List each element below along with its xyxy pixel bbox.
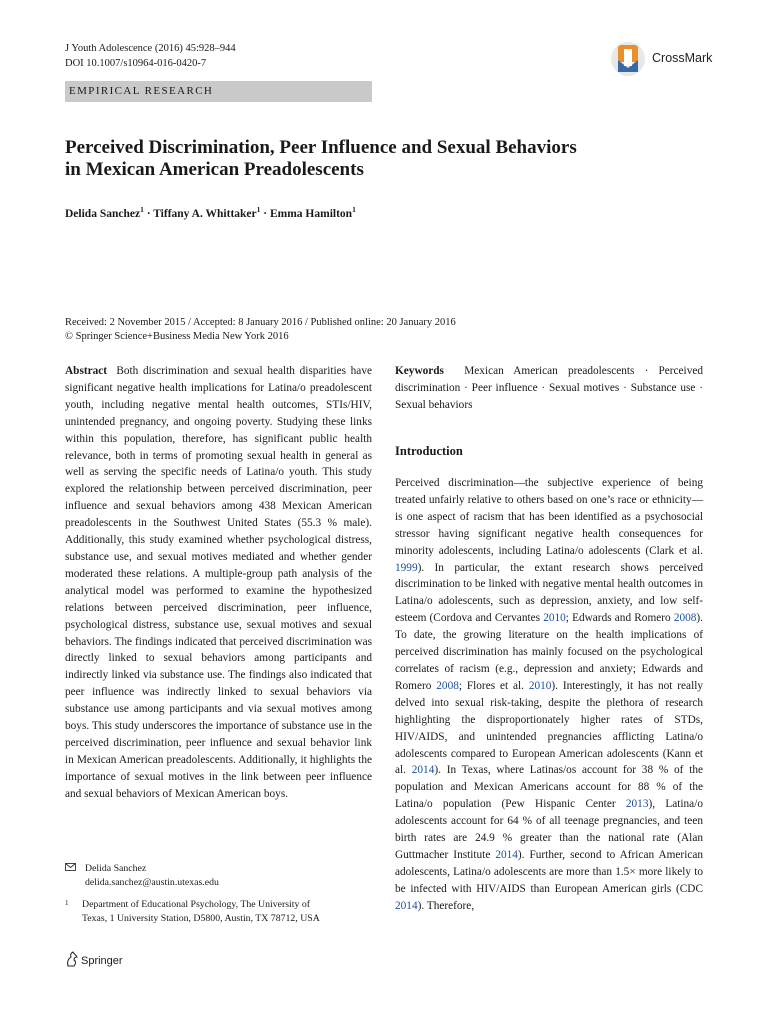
abstract-heading: Abstract	[65, 365, 108, 377]
intro-text-segment: ). Therefore,	[417, 899, 475, 912]
intro-text-segment: ), Latina/o adolescents account for 64 % of all teenage pregnancies, and teen birth rates are 24.9 % greater than the national rate (Alan Guttmacher Institute	[395, 798, 703, 861]
author-separator: ·	[143, 207, 154, 220]
publisher-logo	[65, 951, 123, 967]
citation-link[interactable]: 2008	[673, 612, 697, 625]
keywords	[395, 363, 703, 414]
author-affiliation-mark: 1	[140, 205, 144, 214]
affiliation	[65, 898, 365, 926]
journal-reference	[65, 41, 236, 71]
author-affiliation-mark: 1	[352, 205, 356, 214]
citation-link[interactable]: 2008	[436, 679, 459, 692]
citation-link[interactable]: 2010	[543, 612, 566, 625]
crossmark-icon	[610, 40, 646, 78]
introduction-heading: Introduction	[395, 444, 463, 458]
author-name[interactable]: Delida Sanchez	[65, 207, 141, 220]
author-affiliation-mark: 1	[256, 205, 261, 214]
author-separator: ·	[260, 207, 270, 220]
publisher-name: Springer	[81, 955, 123, 967]
abstract	[65, 363, 372, 803]
introduction-text	[395, 475, 703, 915]
intro-text-segment: ; Edwards and Romero	[565, 612, 674, 625]
journal-citation: J Youth Adolescence (2016) 45:928–944	[65, 43, 236, 54]
author-name[interactable]: Emma Hamilton	[269, 207, 353, 220]
intro-text-segment: ; Flores et al.	[458, 679, 529, 692]
received-accepted-published: Received: 2 November 2015 / Accepted: 8 January 2016 / Published online: 20 January 2016	[65, 317, 456, 328]
title-line-2: in Mexican American Preadolescents	[65, 159, 364, 180]
citation-link[interactable]: 2014	[411, 764, 435, 777]
author-name[interactable]: Tiffany A. Whittaker	[153, 207, 257, 220]
corresponding-author	[65, 862, 219, 890]
section-banner: EMPIRICAL RESEARCH	[65, 81, 372, 102]
crossmark-label: CrossMark	[652, 51, 713, 65]
copyright: © Springer Science+Business Media New York 2016	[65, 331, 289, 342]
abstract-text: Both discrimination and sexual health disparities have significant negative health implications for Latina/o preadolescent youth, including negative mental health outcomes, STIs/HIV, unintended pregnancy, and ongoing poverty. Studying these links within this population, therefore, has significant public health relevance, both in terms of promoting sexual health in general as well as serving the specific needs of Latina/o youth. This study explored the relationship between perceived discrimination, peer influence and sexual behaviors among 438 Mexican American preadolescents in the Southwest United States (55.3 % male). Additionally, this study examined whether psychological distress, substance use, and sexual motives mediated and whether gender moderated these relations. A multiple-group path analysis of the analytical model was performed to examine the hypothesized relations between perceived discrimination, peer influence, psychological distress, substance use, sexual motives and sexual behaviors. The findings indicated that perceived discrimination was directly linked to sexual behaviors among participants and indirectly linked via substance use. The findings also indicated that peer influence was indirectly linked to sexual behaviors via substance use among participants and via sexual motives among boys. This study underscores the importance of substance use in the perceived discrimination, peer influence and sexual behavior link in Mexican American preadolescents. Additionally, it highlights the importance of sexual motives in the link between peer influence and sexual behaviors of Mexican American boys.	[65, 365, 372, 800]
affiliation-number: 1	[65, 899, 69, 907]
citation-link[interactable]: 2010	[528, 679, 552, 692]
title-line-1: Perceived Discrimination, Peer Influence and Sexual Behaviors	[65, 137, 577, 158]
intro-text-segment: ). In particular, the extant research shows perceived discrimination to be linked with negative mental health outcomes in Latina/o adolescents, such as depression, anxiety, and low self-esteem (Cordova and Cervantes	[395, 561, 703, 625]
citation-link[interactable]: 2014	[395, 899, 418, 912]
doi[interactable]: DOI 10.1007/s10964-016-0420-7	[65, 58, 207, 69]
envelope-icon	[65, 862, 77, 876]
affiliation-line: Department of Educational Psychology, The University of	[82, 899, 310, 910]
publication-dates	[65, 316, 456, 344]
crossmark-badge[interactable]	[610, 40, 730, 78]
citation-link[interactable]: 2013	[625, 798, 649, 811]
citation-link[interactable]: 1999	[395, 561, 418, 574]
citation-link[interactable]: 2014	[495, 848, 518, 861]
contact-name: Delida Sanchez	[85, 863, 147, 874]
keywords-heading: Keywords	[395, 365, 444, 377]
springer-horse-icon	[65, 951, 79, 967]
intro-text-segment: ). In Texas, where Latinas/os account for 38 % of the population and Mexican Americans account for 88 % of the Latina/o population (Pew Hispanic Center	[395, 764, 703, 811]
article-title	[65, 137, 705, 181]
affiliation-line: Texas, 1 University Station, D5800, Austin, TX 78712, USA	[82, 913, 320, 924]
intro-text-segment: Perceived discrimination—the subjective experience of being treated unfairly relative to others based on one’s race or ethnicity—is one aspect of racism that has been identified as a psychosocial stressor having significant negative health consequences for minority adolescents, including Latina/o adolescents (Clark et al.	[395, 477, 703, 557]
keywords-text: Mexican American preadolescents · Perceived discrimination · Peer influence · Sexual motives · Substance use · Sexual behaviors	[395, 365, 704, 411]
author-list	[65, 205, 356, 220]
intro-text-segment: ). Further, second to African American adolescents, Latina/o adolescents are more than 1.5× more likely to be infected with HIV/AIDS than European American girls (CDC	[395, 848, 704, 895]
intro-text-segment: ). Interestingly, it has not really delved into sexual risk-taking, despite the plethora of research highlighting the disproportionately higher rates of STDs, HIV/AIDS, and unintended pregnancies afflicting Latina/o adolescents compared to European American adolescents (Kann et al.	[395, 679, 703, 777]
intro-text-segment: ). To date, the growing literature on the health implications of perceived discrimination has mainly focused on the psychological correlates of racism (e.g., depression and anxiety; Edwards and Romero	[395, 612, 704, 692]
contact-email[interactable]: delida.sanchez@austin.utexas.edu	[85, 877, 219, 888]
